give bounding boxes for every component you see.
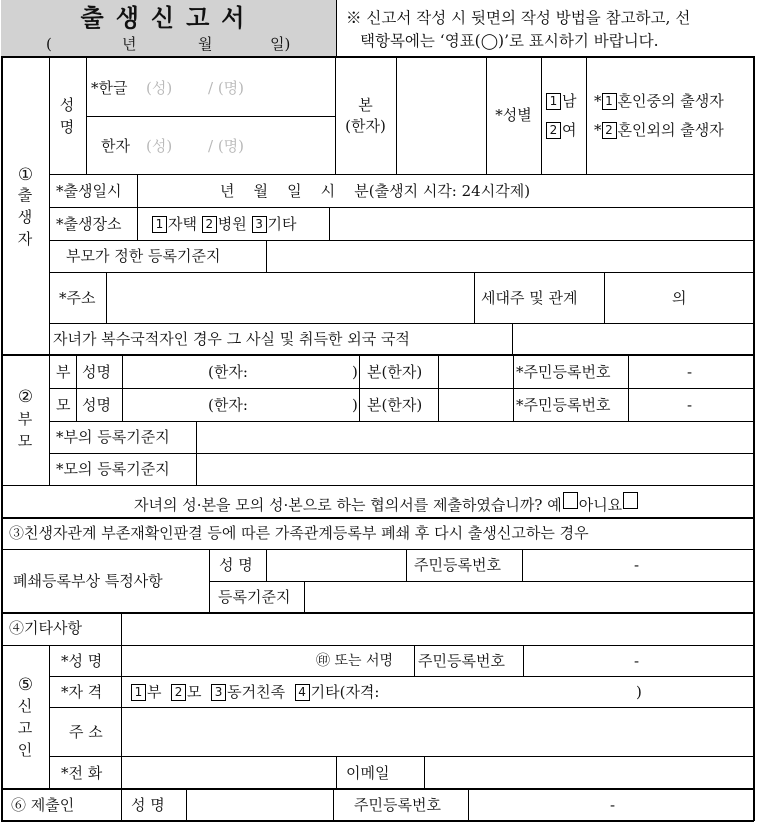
hanja-surname-field[interactable]: (성) xyxy=(146,137,173,155)
reporter-seal[interactable]: ㊞ 또는 서명 xyxy=(316,653,393,669)
home-label: 자택 xyxy=(168,215,197,233)
mother-rrn-label: *주민등록번호 xyxy=(516,396,611,414)
reporter-address-field[interactable] xyxy=(122,708,752,755)
reporter-name-label: *성 명 xyxy=(61,652,103,670)
female-label: 여 xyxy=(562,121,577,139)
father-registry-field[interactable] xyxy=(197,422,752,452)
submitter-name-field[interactable] xyxy=(187,790,332,819)
hanja-label: 한자 xyxy=(101,137,130,155)
qual-other-checkbox[interactable]: 4 xyxy=(295,684,310,701)
out-marriage-label: 혼인외의 출생자 xyxy=(617,121,724,139)
agreement-no-label: 아니요 xyxy=(578,496,623,514)
notice-line-2: 택항목에는 ‘영표(◯)’로 표시하기 바랍니다. xyxy=(360,32,659,50)
closed-name-field[interactable] xyxy=(267,550,405,580)
male-checkbox[interactable]: 1 xyxy=(546,93,561,110)
mother-bon-label: 본(한자) xyxy=(367,396,423,414)
mother-hanja-close: ) xyxy=(352,396,358,414)
closed-registry-base-label: 등록기준지 xyxy=(218,588,291,606)
submitter-rrn-label: 주민등록번호 xyxy=(354,796,441,814)
agreement-question-text: 자녀의 성·본을 모의 성·본으로 하는 협의서를 제출하였습니까? 예 xyxy=(134,496,562,514)
address-field[interactable] xyxy=(107,273,473,322)
closed-name-label: 성 명 xyxy=(219,556,253,574)
address-label: *주소 xyxy=(59,289,96,307)
date-open: ( xyxy=(46,35,52,53)
date-day-label: 일) xyxy=(270,35,291,53)
submitter-name-label: 성 명 xyxy=(131,796,165,814)
form-title: 출생신고서 xyxy=(80,3,257,32)
hanja-given-name-field[interactable]: / (명) xyxy=(208,137,245,155)
mother-label: 모 xyxy=(56,396,71,414)
name-label: 성명 xyxy=(59,96,75,136)
birth-date-field[interactable]: 년 월 일 시 분(출생지 시각: 24시각제) xyxy=(220,182,531,200)
hospital-checkbox[interactable]: 2 xyxy=(202,216,217,233)
required-star: * xyxy=(594,92,602,110)
agreement-yes-checkbox[interactable] xyxy=(563,492,578,509)
closed-registry-base-field[interactable] xyxy=(305,582,752,611)
agreement-no-checkbox[interactable] xyxy=(623,492,638,509)
closed-registry-label: 폐쇄등록부상 특정사항 xyxy=(13,572,163,590)
reporter-email-field[interactable] xyxy=(425,757,752,787)
qual-cohabitant-label: 동거친족 xyxy=(227,683,286,701)
qual-other-label: 기타(자격: xyxy=(310,683,380,701)
father-registry-label: *부의 등록기준지 xyxy=(56,428,170,446)
household-relation-field[interactable]: 의 xyxy=(672,289,687,307)
date-year-label: 년 xyxy=(122,35,137,53)
surname-agreement-question xyxy=(134,492,639,514)
qual-father-label: 부 xyxy=(147,683,162,701)
sex-label: *성별 xyxy=(495,106,532,124)
mother-name-label: 성명 xyxy=(82,396,111,414)
bon-label: 본 xyxy=(358,96,373,114)
closed-rrn-field[interactable]: - xyxy=(634,556,640,574)
sex-option-female[interactable] xyxy=(546,121,577,139)
submitter-rrn-field[interactable]: - xyxy=(610,796,616,814)
father-label: 부 xyxy=(56,363,71,381)
other-matters-label: ④기타사항 xyxy=(9,619,82,637)
reporter-phone-field[interactable] xyxy=(122,757,335,787)
section2-number: ② xyxy=(17,387,34,407)
section1-number: ① xyxy=(17,165,34,185)
father-rrn-label: *주민등록번호 xyxy=(516,363,611,381)
father-hanja-close: ) xyxy=(352,363,358,381)
registry-label: 부모가 정한 등록기준지 xyxy=(66,247,221,265)
father-bon-label: 본(한자) xyxy=(367,363,423,381)
female-checkbox[interactable]: 2 xyxy=(546,122,561,139)
marital-option-in[interactable] xyxy=(594,92,724,110)
male-label: 남 xyxy=(562,92,577,110)
mother-hanja-field[interactable]: (한자: xyxy=(208,396,248,414)
sex-option-male[interactable] xyxy=(546,92,577,110)
mother-registry-field[interactable] xyxy=(197,454,752,484)
other-place-label: 기타 xyxy=(267,215,297,233)
qual-cohabitant-checkbox[interactable]: 3 xyxy=(211,684,226,701)
household-label: 세대주 및 관계 xyxy=(481,289,578,307)
marital-option-out[interactable] xyxy=(594,121,724,139)
home-checkbox[interactable]: 1 xyxy=(152,216,167,233)
father-hanja-field[interactable]: (한자: xyxy=(208,363,248,381)
foreign-nationality-field[interactable] xyxy=(513,324,752,353)
birth-place-label: *출생장소 xyxy=(56,215,122,233)
birth-date-label: *출생일시 xyxy=(56,182,122,200)
qual-other-close: ) xyxy=(636,683,642,701)
bon-field[interactable] xyxy=(397,58,485,173)
reporter-rrn-label: 주민등록번호 xyxy=(418,652,505,670)
reporter-email-label: 이메일 xyxy=(346,764,390,782)
father-name-label: 성명 xyxy=(82,363,111,381)
reporter-phone-label: *전 화 xyxy=(61,764,103,782)
section1-label: 출생자 xyxy=(17,186,33,248)
hospital-label: 병원 xyxy=(217,215,247,233)
required-star: * xyxy=(594,121,602,139)
other-place-checkbox[interactable]: 3 xyxy=(252,216,267,233)
reporter-qualification-options xyxy=(131,683,379,701)
section2-label: 부모 xyxy=(17,410,33,450)
notice-line-1: ※ 신고서 작성 시 뒷면의 작성 방법을 참고하고, 선 xyxy=(346,9,691,27)
qual-mother-label: 모 xyxy=(187,683,202,701)
hangul-label: *한글 xyxy=(91,79,128,97)
out-marriage-checkbox[interactable]: 2 xyxy=(602,122,617,139)
registry-field[interactable] xyxy=(267,241,752,271)
section5-number: ⑤ xyxy=(17,675,34,695)
reporter-address-label: 주 소 xyxy=(69,723,103,741)
reporter-rrn-field[interactable]: - xyxy=(634,652,640,670)
reporter-qualification-label: *자 격 xyxy=(61,683,103,701)
date-month-label: 월 xyxy=(198,35,213,53)
mother-rrn-field[interactable]: - xyxy=(687,396,693,414)
birth-place-options xyxy=(152,215,297,233)
in-marriage-label: 혼인중의 출생자 xyxy=(617,92,724,110)
qual-mother-checkbox[interactable]: 2 xyxy=(171,684,186,701)
qual-father-checkbox[interactable]: 1 xyxy=(131,684,146,701)
hangul-given-name-field[interactable]: / (명) xyxy=(208,79,245,97)
foreign-nationality-label: 자녀가 복수국적자인 경우 그 사실 및 취득한 외국 국적 xyxy=(53,330,410,348)
section3-title: ③친생자관계 부존재확인판결 등에 따른 가족관계등록부 폐쇄 후 다시 출생신고하는 경우 xyxy=(9,524,589,542)
father-rrn-field[interactable]: - xyxy=(687,363,693,381)
section5-label: 신고인 xyxy=(17,697,33,759)
closed-rrn-label: 주민등록번호 xyxy=(414,556,501,574)
mother-registry-label: *모의 등록기준지 xyxy=(56,460,170,478)
hangul-surname-field[interactable]: (성) xyxy=(146,79,173,97)
other-matters-field[interactable] xyxy=(122,614,752,644)
submitter-label: ⑥ 제출인 xyxy=(11,796,75,814)
bon-hanja-label: (한자) xyxy=(345,117,386,135)
in-marriage-checkbox[interactable]: 1 xyxy=(602,93,617,110)
